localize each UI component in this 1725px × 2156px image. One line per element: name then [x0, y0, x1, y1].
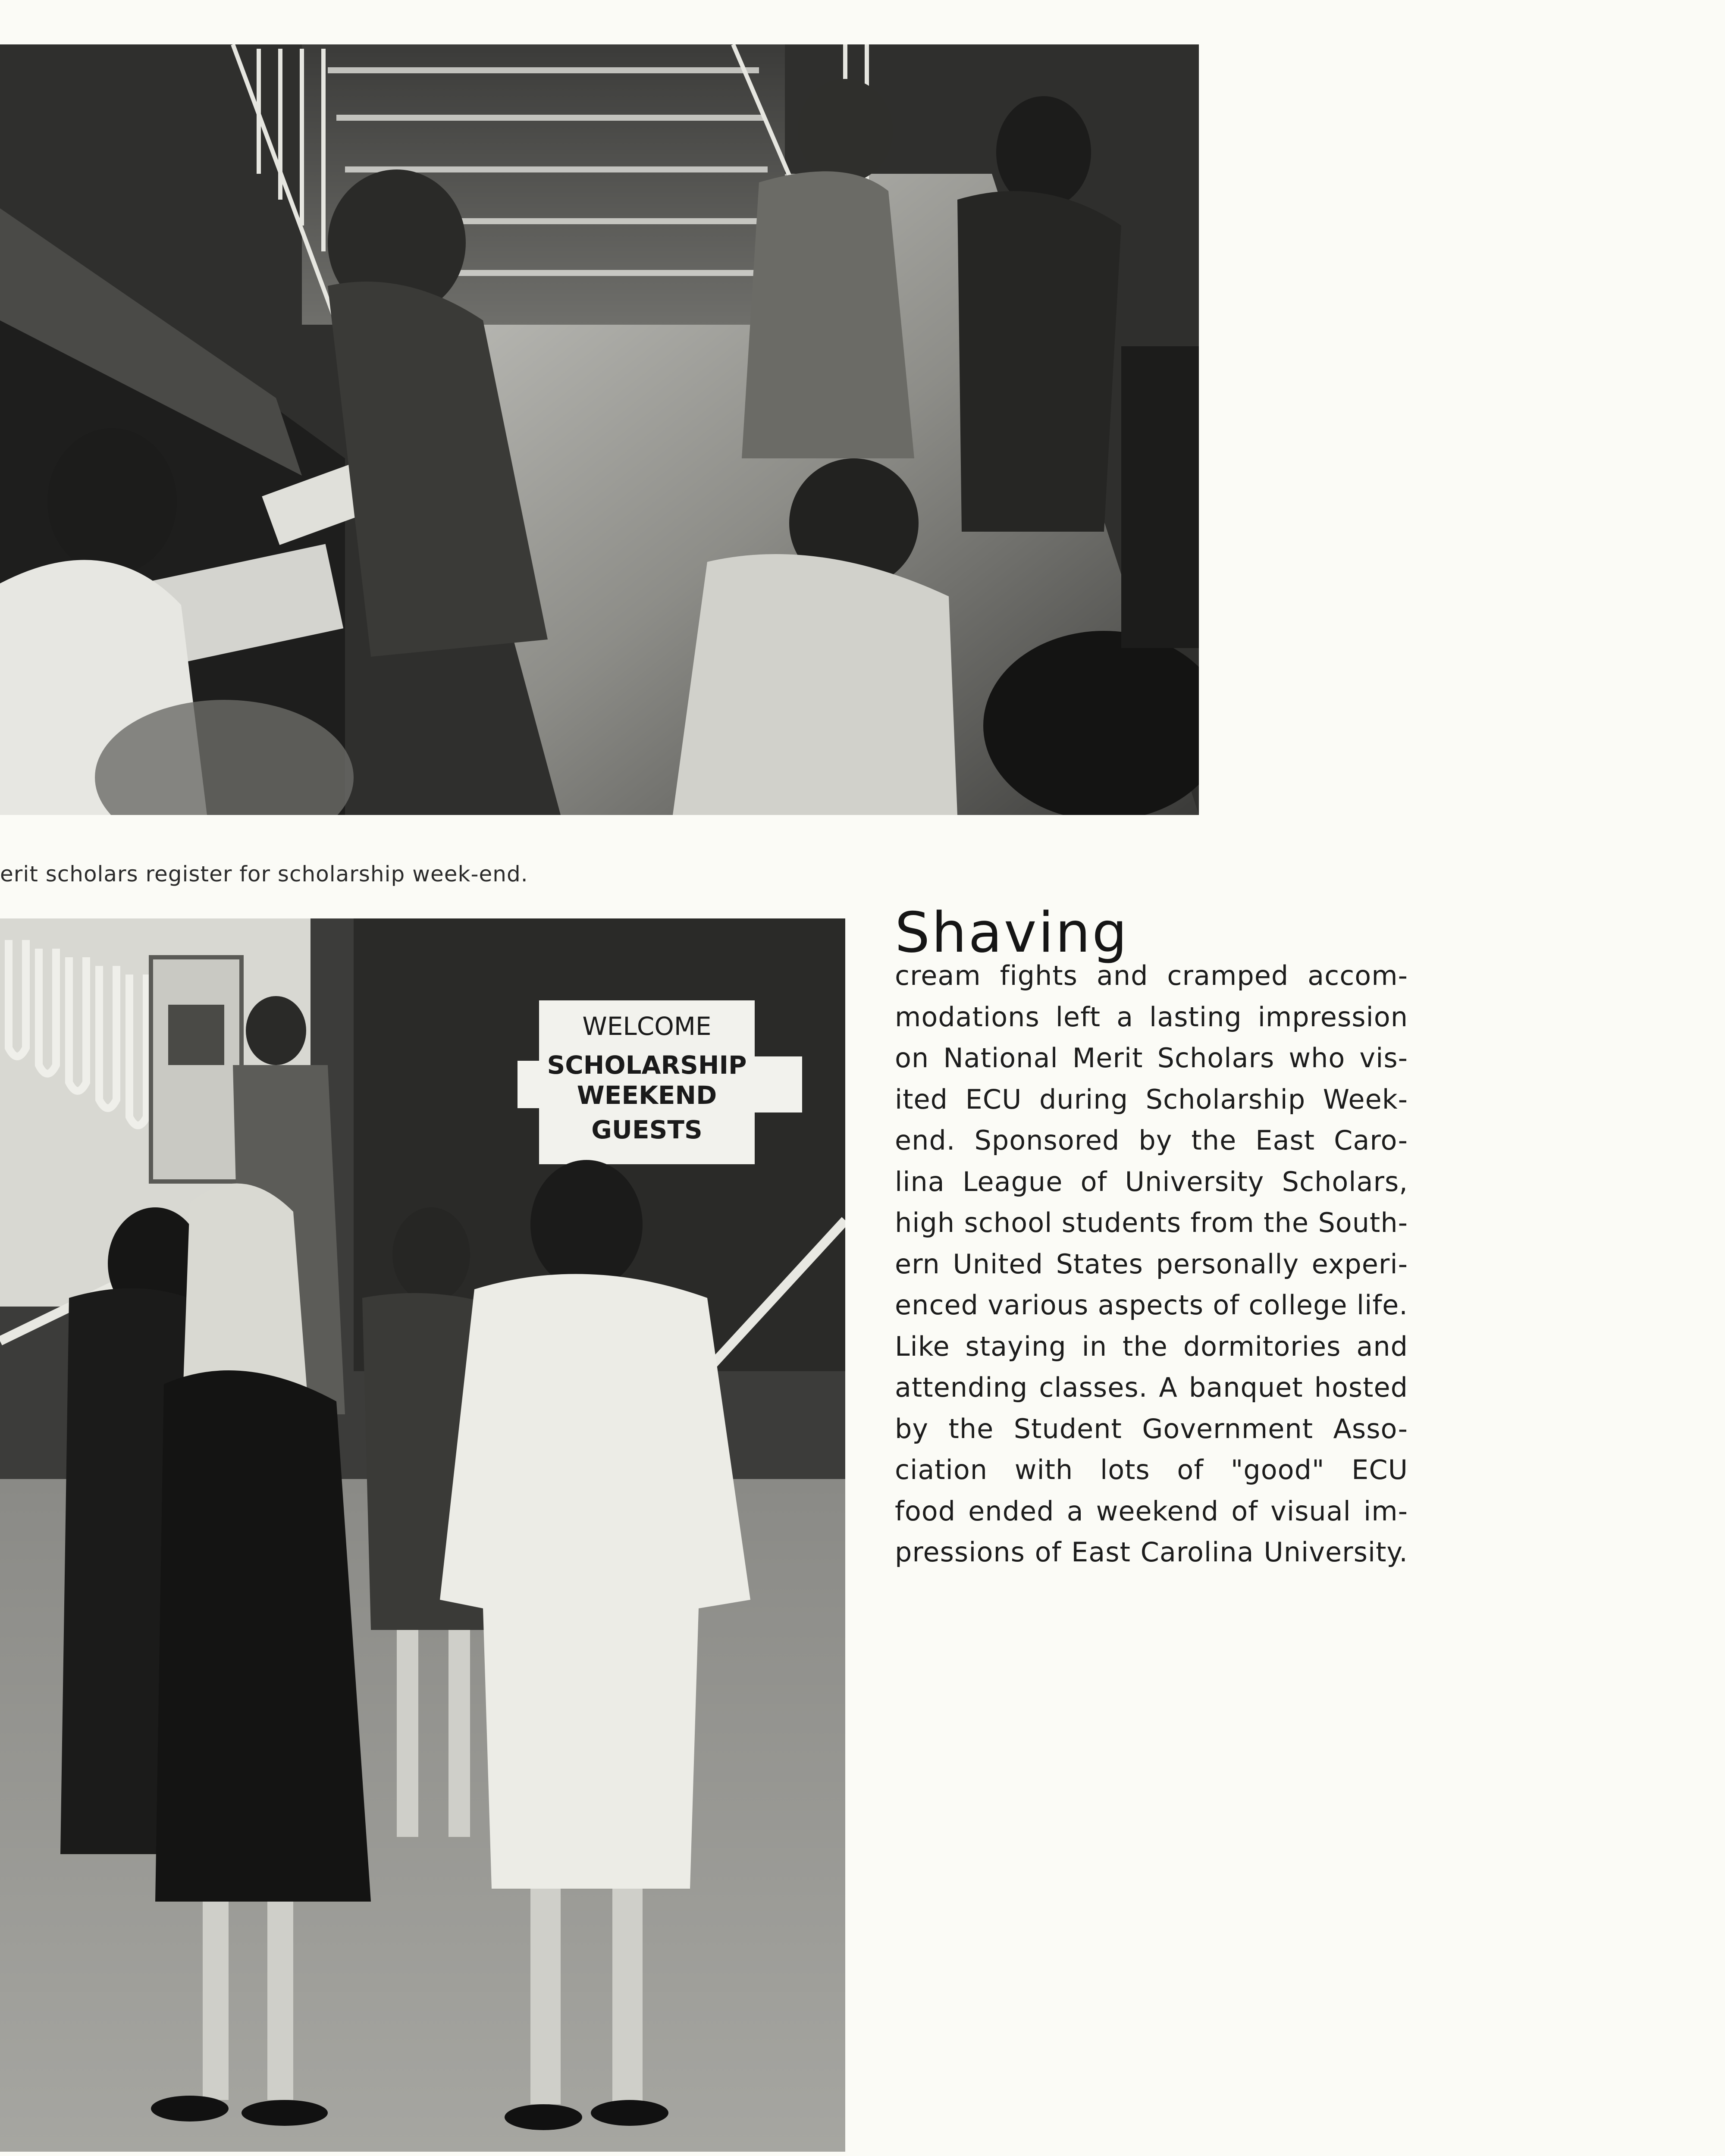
- registration-photo: [0, 44, 1199, 815]
- welcome-sign-line-1: WELCOME: [582, 1012, 712, 1041]
- article-line: pressions of East Carolina University.: [895, 1536, 1408, 1568]
- welcome-sign-line-2: SCHOLARSHIP: [547, 1050, 747, 1080]
- article-line: lina League of University Scholars,: [895, 1166, 1408, 1197]
- registration-photo-caption: erit scholars register for scholarship week-end.: [0, 862, 528, 887]
- welcome-sign-line-3: WEEKEND: [577, 1081, 717, 1110]
- students-photo: [0, 918, 845, 2152]
- article-headline: Shaving: [895, 901, 1129, 965]
- article-line: end. Sponsored by the East Caro-: [895, 1125, 1408, 1156]
- article-line: ern United States personally experi-: [895, 1248, 1408, 1280]
- welcome-sign-line-4: GUESTS: [591, 1115, 703, 1144]
- registration-photo-illustration: [0, 44, 1199, 815]
- students-photo-illustration: [0, 918, 845, 2152]
- article-line: food ended a weekend of visual im-: [895, 1495, 1408, 1527]
- article-body: [895, 955, 1408, 1573]
- article-line: by the Student Government Asso-: [895, 1413, 1408, 1445]
- article-line: ited ECU during Scholarship Week-: [895, 1083, 1408, 1115]
- article-line: attending classes. A banquet hosted: [895, 1372, 1408, 1403]
- article-line: high school students from the South-: [895, 1207, 1408, 1238]
- article-line: Like staying in the dormitories and: [895, 1330, 1408, 1362]
- article-line: ciation with lots of "good" ECU: [895, 1454, 1408, 1485]
- article-line: on National Merit Scholars who vis-: [895, 1042, 1408, 1074]
- article-line: cream fights and cramped accom-: [895, 960, 1408, 991]
- article-line: enced various aspects of college life.: [895, 1289, 1408, 1321]
- article-line: modations left a lasting impression: [895, 1001, 1408, 1033]
